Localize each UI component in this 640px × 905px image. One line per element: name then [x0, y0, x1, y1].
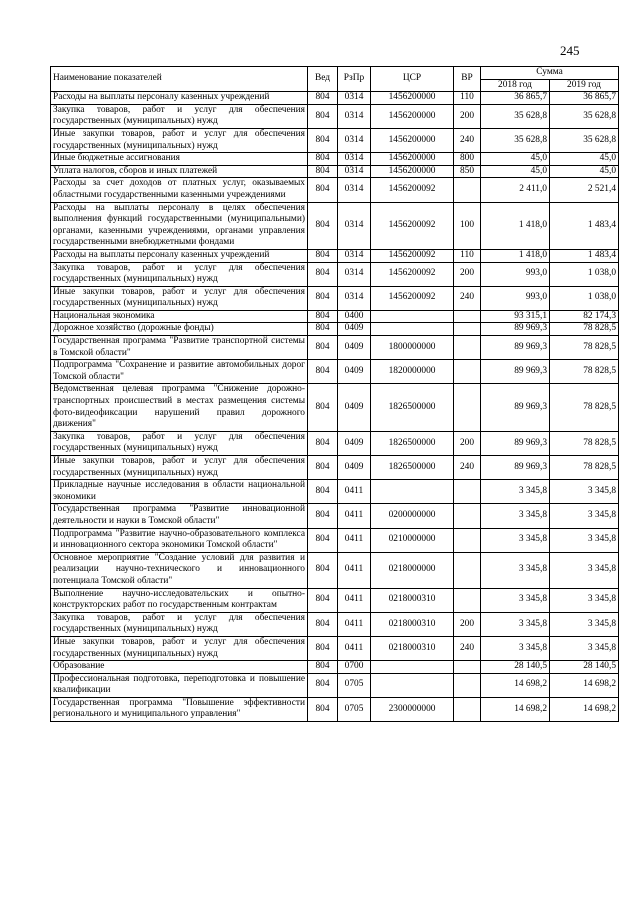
- row-vr: 200: [454, 431, 481, 455]
- row-name: Иные закупки товаров, работ и услуг для обеспечения государственных (муниципальных) нужд: [51, 636, 308, 660]
- row-csr: 1456200000: [371, 104, 454, 128]
- page-number: 245: [560, 43, 580, 58]
- row-value-2018: 28 140,5: [481, 661, 550, 674]
- budget-table: [50, 66, 619, 722]
- row-ved: 804: [308, 673, 338, 697]
- row-name: Иные закупки товаров, работ и услуг для обеспечения государственных (муниципальных) нужд: [51, 128, 308, 152]
- row-ved: 804: [308, 456, 338, 480]
- row-rzpr: 0400: [338, 310, 371, 323]
- row-ved: 804: [308, 384, 338, 431]
- row-rzpr: 0411: [338, 528, 371, 552]
- table-row: [51, 480, 619, 504]
- row-value-2019: 3 345,8: [550, 612, 619, 636]
- row-rzpr: 0314: [338, 165, 371, 178]
- row-name: Профессиональная подготовка, переподготовка и повышение квалификации: [51, 673, 308, 697]
- row-ved: 804: [308, 153, 338, 166]
- row-csr: 1456200092: [371, 202, 454, 249]
- row-vr: 240: [454, 456, 481, 480]
- row-ved: 804: [308, 661, 338, 674]
- row-value-2018: 35 628,8: [481, 128, 550, 152]
- row-ved: 804: [308, 336, 338, 360]
- row-value-2019: 3 345,8: [550, 636, 619, 660]
- row-name: Расходы на выплаты персоналу казенных учреждений: [51, 249, 308, 262]
- table-row: [51, 202, 619, 249]
- row-vr: 240: [454, 636, 481, 660]
- row-name: Подпрограмма "Развитие научно-образовательного комплекса и инновационного сектора экономики Томской области": [51, 528, 308, 552]
- row-value-2019: 2 521,4: [550, 178, 619, 202]
- row-ved: 804: [308, 552, 338, 588]
- row-name: Иные закупки товаров, работ и услуг для обеспечения государственных (муниципальных) нужд: [51, 456, 308, 480]
- row-vr: 240: [454, 286, 481, 310]
- table-row: [51, 178, 619, 202]
- table-row: [51, 612, 619, 636]
- row-vr: 800: [454, 153, 481, 166]
- row-name: Закупка товаров, работ и услуг для обеспечения государственных (муниципальных) нужд: [51, 431, 308, 455]
- row-value-2019: 3 345,8: [550, 552, 619, 588]
- row-rzpr: 0314: [338, 178, 371, 202]
- row-vr: 110: [454, 249, 481, 262]
- row-name: Дорожное хозяйство (дорожные фонды): [51, 323, 308, 336]
- row-ved: 804: [308, 431, 338, 455]
- table-row: [51, 262, 619, 286]
- row-rzpr: 0314: [338, 202, 371, 249]
- row-csr: [371, 661, 454, 674]
- row-rzpr: 0409: [338, 384, 371, 431]
- row-value-2019: 78 828,5: [550, 323, 619, 336]
- row-value-2019: 78 828,5: [550, 456, 619, 480]
- table-row: [51, 336, 619, 360]
- row-value-2019: 35 628,8: [550, 128, 619, 152]
- row-ved: 804: [308, 528, 338, 552]
- row-name: Государственная программа "Развитие инновационной деятельности и науки в Томской области": [51, 504, 308, 528]
- row-value-2019: 1 038,0: [550, 262, 619, 286]
- table-row: [51, 504, 619, 528]
- row-value-2019: 14 698,2: [550, 697, 619, 721]
- row-value-2019: 28 140,5: [550, 661, 619, 674]
- header-sum: Сумма: [481, 67, 619, 80]
- row-ved: 804: [308, 480, 338, 504]
- row-rzpr: 0705: [338, 697, 371, 721]
- row-value-2018: 89 969,3: [481, 336, 550, 360]
- row-rzpr: 0314: [338, 249, 371, 262]
- row-csr: 1826500000: [371, 431, 454, 455]
- table-row: [51, 528, 619, 552]
- row-value-2018: 89 969,3: [481, 431, 550, 455]
- row-name: Государственная программа "Развитие транспортной системы в Томской области": [51, 336, 308, 360]
- row-value-2018: 14 698,2: [481, 697, 550, 721]
- row-csr: 0218000310: [371, 612, 454, 636]
- row-rzpr: 0314: [338, 92, 371, 105]
- row-ved: 804: [308, 128, 338, 152]
- header-csr: ЦСР: [371, 67, 454, 92]
- row-value-2019: 1 483,4: [550, 202, 619, 249]
- row-vr: [454, 661, 481, 674]
- row-value-2018: 3 345,8: [481, 612, 550, 636]
- row-csr: 1456200000: [371, 92, 454, 105]
- row-value-2018: 89 969,3: [481, 323, 550, 336]
- row-ved: 804: [308, 636, 338, 660]
- row-csr: [371, 323, 454, 336]
- row-vr: 200: [454, 262, 481, 286]
- row-name: Образование: [51, 661, 308, 674]
- row-value-2019: 1 038,0: [550, 286, 619, 310]
- row-value-2018: 45,0: [481, 165, 550, 178]
- row-name: Расходы на выплаты персоналу казенных учреждений: [51, 92, 308, 105]
- row-rzpr: 0409: [338, 336, 371, 360]
- row-value-2019: 3 345,8: [550, 528, 619, 552]
- row-vr: [454, 384, 481, 431]
- table-row: [51, 673, 619, 697]
- row-csr: 1456200000: [371, 128, 454, 152]
- row-csr: 1456200092: [371, 249, 454, 262]
- row-name: Национальная экономика: [51, 310, 308, 323]
- header-name: Наименование показателей: [51, 67, 308, 92]
- row-name: Ведомственная целевая программа "Снижение дорожно-транспортных происшествий в местах размещения системы фото-видеофиксации нарушений правил дорожного движения": [51, 384, 308, 431]
- table-row: [51, 588, 619, 612]
- row-value-2019: 36 865,7: [550, 92, 619, 105]
- row-value-2019: 3 345,8: [550, 504, 619, 528]
- row-vr: 850: [454, 165, 481, 178]
- row-name: Государственная программа "Повышение эффективности регионального и муниципального управления": [51, 697, 308, 721]
- row-value-2018: 993,0: [481, 286, 550, 310]
- row-value-2019: 82 174,3: [550, 310, 619, 323]
- table-row: [51, 323, 619, 336]
- row-csr: 0218000310: [371, 636, 454, 660]
- row-ved: 804: [308, 323, 338, 336]
- row-value-2018: 89 969,3: [481, 456, 550, 480]
- row-name: Прикладные научные исследования в области национальной экономики: [51, 480, 308, 504]
- row-name: Уплата налогов, сборов и иных платежей: [51, 165, 308, 178]
- row-csr: 0218000310: [371, 588, 454, 612]
- row-value-2019: 45,0: [550, 165, 619, 178]
- row-value-2019: 45,0: [550, 153, 619, 166]
- row-ved: 804: [308, 262, 338, 286]
- row-value-2018: 1 418,0: [481, 249, 550, 262]
- row-rzpr: 0411: [338, 612, 371, 636]
- row-value-2019: 78 828,5: [550, 431, 619, 455]
- row-csr: 0218000000: [371, 552, 454, 588]
- table-body: [51, 92, 619, 722]
- row-value-2018: 993,0: [481, 262, 550, 286]
- row-ved: 804: [308, 588, 338, 612]
- table-row: [51, 384, 619, 431]
- row-rzpr: 0314: [338, 153, 371, 166]
- row-value-2018: 1 418,0: [481, 202, 550, 249]
- row-rzpr: 0314: [338, 104, 371, 128]
- row-csr: [371, 480, 454, 504]
- row-value-2018: 2 411,0: [481, 178, 550, 202]
- row-csr: [371, 310, 454, 323]
- row-name: Иные закупки товаров, работ и услуг для обеспечения государственных (муниципальных) нужд: [51, 286, 308, 310]
- header-ved: Вед: [308, 67, 338, 92]
- row-name: Выполнение научно-исследовательских и опытно-конструкторских работ по государственным контрактам: [51, 588, 308, 612]
- row-rzpr: 0411: [338, 552, 371, 588]
- row-rzpr: 0411: [338, 504, 371, 528]
- row-csr: [371, 673, 454, 697]
- table-row: [51, 456, 619, 480]
- row-name: Закупка товаров, работ и услуг для обеспечения государственных (муниципальных) нужд: [51, 612, 308, 636]
- row-csr: 0210000000: [371, 528, 454, 552]
- row-name: Расходы за счет доходов от платных услуг, оказываемых областными государственными казенными учреждениями: [51, 178, 308, 202]
- row-value-2019: 1 483,4: [550, 249, 619, 262]
- table-row: [51, 697, 619, 721]
- row-value-2018: 45,0: [481, 153, 550, 166]
- row-vr: 240: [454, 128, 481, 152]
- row-rzpr: 0314: [338, 286, 371, 310]
- row-value-2019: 14 698,2: [550, 673, 619, 697]
- table-row: [51, 286, 619, 310]
- row-ved: 804: [308, 612, 338, 636]
- row-ved: 804: [308, 697, 338, 721]
- table-row: [51, 360, 619, 384]
- row-name: Подпрограмма "Сохранение и развитие автомобильных дорог Томской области": [51, 360, 308, 384]
- row-rzpr: 0314: [338, 262, 371, 286]
- row-value-2019: 78 828,5: [550, 384, 619, 431]
- row-vr: [454, 323, 481, 336]
- row-csr: 1800000000: [371, 336, 454, 360]
- row-csr: 1456200092: [371, 178, 454, 202]
- row-vr: [454, 336, 481, 360]
- row-rzpr: 0411: [338, 588, 371, 612]
- row-name: Иные бюджетные ассигнования: [51, 153, 308, 166]
- row-vr: 200: [454, 104, 481, 128]
- row-vr: [454, 697, 481, 721]
- row-rzpr: 0409: [338, 323, 371, 336]
- table-row: [51, 552, 619, 588]
- row-csr: 1820000000: [371, 360, 454, 384]
- row-name: Закупка товаров, работ и услуг для обеспечения государственных (муниципальных) нужд: [51, 262, 308, 286]
- row-ved: 804: [308, 310, 338, 323]
- row-value-2018: 3 345,8: [481, 552, 550, 588]
- table-row: [51, 310, 619, 323]
- row-csr: 1456200092: [371, 262, 454, 286]
- row-ved: 804: [308, 360, 338, 384]
- row-value-2019: 78 828,5: [550, 360, 619, 384]
- row-ved: 804: [308, 286, 338, 310]
- row-ved: 804: [308, 249, 338, 262]
- row-name: Закупка товаров, работ и услуг для обеспечения государственных (муниципальных) нужд: [51, 104, 308, 128]
- row-rzpr: 0409: [338, 456, 371, 480]
- header-2019: 2019 год: [550, 79, 619, 92]
- row-rzpr: 0314: [338, 128, 371, 152]
- row-vr: [454, 504, 481, 528]
- row-vr: 110: [454, 92, 481, 105]
- header-rzpr: РзПр: [338, 67, 371, 92]
- row-ved: 804: [308, 504, 338, 528]
- row-csr: 1456200092: [371, 286, 454, 310]
- row-rzpr: 0411: [338, 480, 371, 504]
- row-value-2018: 3 345,8: [481, 528, 550, 552]
- row-ved: 804: [308, 92, 338, 105]
- row-vr: [454, 178, 481, 202]
- row-ved: 804: [308, 178, 338, 202]
- row-vr: [454, 310, 481, 323]
- table-row: [51, 92, 619, 105]
- row-ved: 804: [308, 202, 338, 249]
- row-value-2018: 89 969,3: [481, 384, 550, 431]
- row-value-2018: 93 315,1: [481, 310, 550, 323]
- table-row: [51, 431, 619, 455]
- header-row: [51, 67, 619, 80]
- row-csr: 1826500000: [371, 456, 454, 480]
- row-rzpr: 0411: [338, 636, 371, 660]
- row-rzpr: 0409: [338, 360, 371, 384]
- row-value-2018: 3 345,8: [481, 588, 550, 612]
- row-value-2018: 3 345,8: [481, 504, 550, 528]
- row-csr: 1826500000: [371, 384, 454, 431]
- row-value-2018: 89 969,3: [481, 360, 550, 384]
- row-vr: 200: [454, 612, 481, 636]
- row-vr: [454, 528, 481, 552]
- row-vr: [454, 360, 481, 384]
- table-row: [51, 153, 619, 166]
- row-vr: [454, 673, 481, 697]
- header-2018: 2018 год: [481, 79, 550, 92]
- row-value-2019: 35 628,8: [550, 104, 619, 128]
- row-rzpr: 0705: [338, 673, 371, 697]
- header-vr: ВР: [454, 67, 481, 92]
- table-row: [51, 104, 619, 128]
- table-row: [51, 128, 619, 152]
- row-value-2019: 3 345,8: [550, 588, 619, 612]
- row-vr: [454, 588, 481, 612]
- row-csr: 1456200000: [371, 153, 454, 166]
- row-csr: 2300000000: [371, 697, 454, 721]
- table-row: [51, 636, 619, 660]
- row-vr: 100: [454, 202, 481, 249]
- row-rzpr: 0700: [338, 661, 371, 674]
- row-value-2018: 14 698,2: [481, 673, 550, 697]
- row-name: Расходы на выплаты персоналу в целях обеспечения выполнения функций государственными (муниципальными) органами, казенными учреждениями, органами управления государственными внебюджетными фондами: [51, 202, 308, 249]
- row-vr: [454, 552, 481, 588]
- row-value-2018: 35 628,8: [481, 104, 550, 128]
- row-value-2019: 3 345,8: [550, 480, 619, 504]
- table-row: [51, 661, 619, 674]
- row-csr: 1456200000: [371, 165, 454, 178]
- row-value-2018: 3 345,8: [481, 480, 550, 504]
- table-row: [51, 249, 619, 262]
- row-rzpr: 0409: [338, 431, 371, 455]
- table-row: [51, 165, 619, 178]
- row-value-2019: 78 828,5: [550, 336, 619, 360]
- row-name: Основное мероприятие "Создание условий для развития и реализации научно-технического и инновационного потенциала Томской области": [51, 552, 308, 588]
- row-vr: [454, 480, 481, 504]
- row-value-2018: 36 865,7: [481, 92, 550, 105]
- row-ved: 804: [308, 165, 338, 178]
- row-csr: 0200000000: [371, 504, 454, 528]
- row-value-2018: 3 345,8: [481, 636, 550, 660]
- row-ved: 804: [308, 104, 338, 128]
